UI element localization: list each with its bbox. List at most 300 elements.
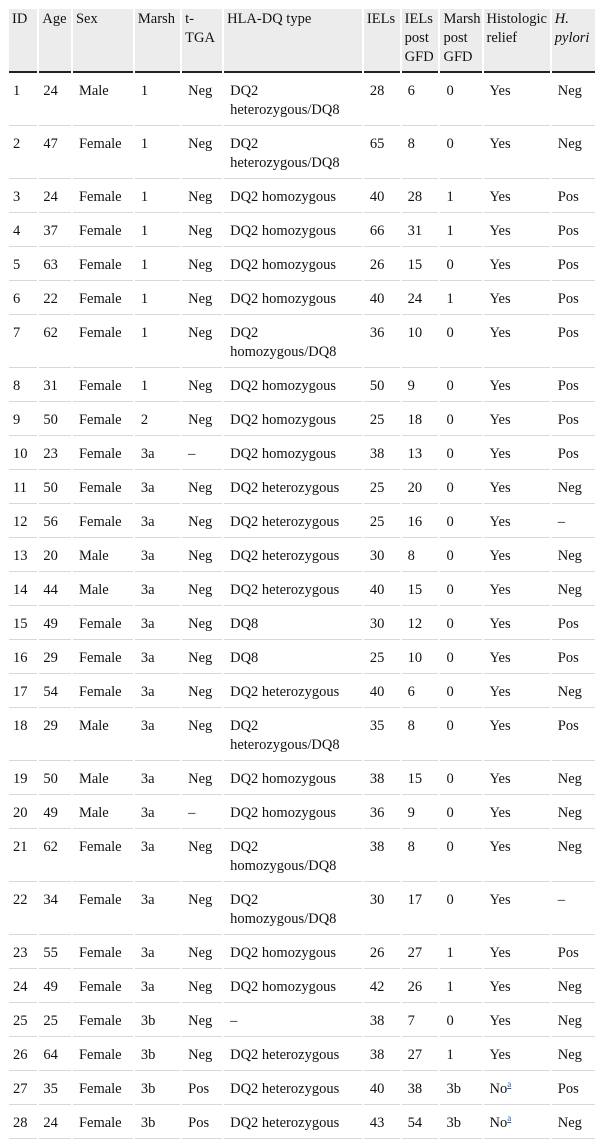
cell-marsh-post-gfd: [440, 574, 481, 606]
cell-age-text: 24: [43, 189, 58, 205]
cell-age-text: 54: [43, 684, 58, 700]
cell-hla-dq-type: [224, 472, 362, 504]
cell-histologic-relief-text: Yes: [489, 412, 511, 428]
cell-hla-dq-type-text: DQ2 homozygous: [230, 805, 337, 821]
cell-marsh: [135, 438, 180, 470]
cell-id: [9, 181, 37, 213]
cell-marsh: [135, 763, 180, 795]
cell-histologic-relief-text: Yes: [489, 582, 511, 598]
cell-id: [9, 215, 37, 247]
cell-hla-dq-type-text: DQ2 homozygous/DQ8: [230, 892, 337, 927]
table-header: [9, 9, 595, 73]
cell-marsh-post-gfd: [440, 75, 481, 126]
cell-ttga-text: Neg: [188, 548, 213, 564]
cell-h-pylori: [552, 884, 595, 935]
cell-iels-post-gfd: [402, 215, 439, 247]
cell-hla-dq-type-text: DQ2 homozygous: [230, 979, 337, 995]
table-body: [9, 75, 595, 1139]
cell-sex: [73, 831, 133, 882]
cell-iels: [364, 128, 400, 179]
cell-iels-post-gfd: [402, 676, 439, 708]
cell-hla-dq-type: [224, 971, 362, 1003]
cell-iels-post-gfd-text: 27: [407, 945, 423, 961]
cell-iels-text: 66: [369, 223, 385, 239]
cell-ttga: [182, 710, 222, 761]
cell-h-pylori-text: Pos: [557, 378, 579, 394]
cell-id: [9, 472, 37, 504]
cell-id-text: 15: [13, 616, 28, 632]
cell-iels-text: 25: [369, 480, 385, 496]
cell-histologic-relief: [484, 404, 550, 436]
cell-histologic-relief-text: Yes: [489, 83, 511, 99]
cell-iels-post-gfd-text: 27: [407, 1047, 423, 1063]
cell-sex-text: Female: [78, 945, 122, 961]
cell-marsh-text: 3a: [140, 945, 155, 961]
table-row: [9, 797, 595, 829]
cell-id: [9, 608, 37, 640]
cell-marsh-post-gfd: [440, 215, 481, 247]
cell-hla-dq-type-text: DQ2 heterozygous/DQ8: [230, 718, 340, 753]
cell-hla-dq-type-text: DQ2 homozygous: [230, 257, 337, 273]
cell-histologic-relief: [484, 317, 550, 368]
cell-iels-post-gfd-text: 9: [407, 378, 415, 394]
cell-iels-post-gfd-text: 6: [407, 83, 415, 99]
cell-marsh-text: 3a: [140, 650, 155, 666]
cell-sex: [73, 283, 133, 315]
cell-ttga-text: Neg: [188, 684, 213, 700]
cell-age: [39, 884, 71, 935]
cell-iels: [364, 608, 400, 640]
cell-histologic-relief-text: Yes: [489, 1013, 511, 1029]
footnote-marker: [507, 1113, 511, 1123]
cell-sex-text: Female: [78, 1115, 122, 1131]
cell-histologic-relief: [484, 574, 550, 606]
cell-histologic-relief-text: Yes: [489, 771, 511, 787]
cell-iels: [364, 710, 400, 761]
cell-age-text: 63: [43, 257, 58, 273]
table-row: [9, 676, 595, 708]
cell-hla-dq-type-text: DQ2 homozygous: [230, 446, 337, 462]
cell-iels-post-gfd: [402, 75, 439, 126]
cell-marsh-post-gfd: [440, 317, 481, 368]
cell-iels-text: 38: [369, 1047, 385, 1063]
header-iels-post-gfd: IELs post GFD: [402, 9, 439, 73]
cell-h-pylori: [552, 831, 595, 882]
cell-iels: [364, 540, 400, 572]
cell-ttga-text: Neg: [188, 582, 213, 598]
cell-age-text: 37: [43, 223, 58, 239]
cell-histologic-relief: [484, 75, 550, 126]
cell-iels-post-gfd-text: 12: [407, 616, 423, 632]
cell-histologic-relief-text: Yes: [489, 257, 511, 273]
cell-marsh-text: 3a: [140, 582, 155, 598]
cell-histologic-relief-text: Yes: [489, 979, 511, 995]
cell-iels-post-gfd: [402, 574, 439, 606]
cell-histologic-relief-text: No: [489, 1115, 508, 1131]
cell-marsh-text: 3a: [140, 480, 155, 496]
cell-iels: [364, 937, 400, 969]
cell-marsh: [135, 971, 180, 1003]
cell-iels-text: 40: [369, 291, 385, 307]
cell-marsh: [135, 884, 180, 935]
cell-marsh-post-gfd-text: 1: [446, 223, 454, 239]
cell-iels-post-gfd: [402, 438, 439, 470]
footnote-link[interactable]: a: [507, 1113, 512, 1124]
cell-age: [39, 763, 71, 795]
cell-marsh-text: 3a: [140, 616, 155, 632]
table-row: [9, 215, 595, 247]
cell-ttga-text: Neg: [188, 1047, 213, 1063]
cell-age-text: 50: [43, 412, 58, 428]
cell-hla-dq-type: [224, 215, 362, 247]
cell-age-text: 31: [43, 378, 58, 394]
cell-marsh-text: 3a: [140, 892, 155, 908]
cell-sex: [73, 540, 133, 572]
cell-sex: [73, 608, 133, 640]
cell-iels: [364, 317, 400, 368]
cell-marsh-text: 1: [140, 325, 149, 341]
cell-age: [39, 642, 71, 674]
cell-id-text: 2: [13, 136, 21, 152]
cell-id-text: 19: [13, 771, 28, 787]
cell-iels-text: 30: [369, 892, 385, 908]
cell-histologic-relief: [484, 506, 550, 538]
cell-age-text: 62: [43, 839, 58, 855]
cell-histologic-relief-text: Yes: [489, 1047, 511, 1063]
cell-marsh-text: 3a: [140, 684, 155, 700]
cell-sex: [73, 249, 133, 281]
cell-id-text: 24: [13, 979, 28, 995]
cell-sex-text: Female: [78, 839, 122, 855]
cell-iels-post-gfd: [402, 370, 439, 402]
cell-marsh-post-gfd-text: 0: [446, 892, 454, 908]
cell-ttga: [182, 797, 222, 829]
cell-marsh-post-gfd-text: 1: [446, 291, 454, 307]
cell-ttga-text: Neg: [188, 378, 213, 394]
cell-marsh-text: 3a: [140, 548, 155, 564]
cell-marsh-post-gfd: [440, 438, 481, 470]
header-row: [9, 9, 595, 73]
cell-sex: [73, 710, 133, 761]
cell-iels: [364, 249, 400, 281]
cell-histologic-relief-text: Yes: [489, 684, 511, 700]
cell-id: [9, 75, 37, 126]
cell-iels-post-gfd: [402, 1039, 439, 1071]
cell-iels-text: 26: [369, 257, 385, 273]
cell-sex-text: Female: [78, 325, 122, 341]
cell-hla-dq-type: [224, 763, 362, 795]
cell-iels-post-gfd-text: 17: [407, 892, 423, 908]
cell-marsh-post-gfd-text: 3b: [446, 1115, 461, 1131]
cell-iels: [364, 283, 400, 315]
cell-hla-dq-type-text: –: [230, 1013, 238, 1029]
cell-marsh-post-gfd: [440, 1039, 481, 1071]
cell-sex-text: Female: [78, 616, 122, 632]
cell-id-text: 16: [13, 650, 28, 666]
cell-histologic-relief: [484, 884, 550, 935]
cell-histologic-relief: [484, 1039, 550, 1071]
cell-h-pylori-text: Pos: [557, 616, 579, 632]
cell-id: [9, 937, 37, 969]
cell-iels-text: 38: [369, 771, 385, 787]
cell-id-text: 10: [13, 446, 28, 462]
cell-sex-text: Male: [78, 771, 109, 787]
cell-histologic-relief: [484, 763, 550, 795]
cell-h-pylori: [552, 438, 595, 470]
cell-marsh-text: 3a: [140, 718, 155, 734]
cell-ttga: [182, 181, 222, 213]
cell-ttga: [182, 540, 222, 572]
cell-iels-post-gfd-text: 24: [407, 291, 423, 307]
cell-h-pylori: [552, 128, 595, 179]
cell-marsh-post-gfd: [440, 1107, 481, 1139]
cell-id: [9, 506, 37, 538]
cell-sex: [73, 763, 133, 795]
cell-id: [9, 128, 37, 179]
table-row: [9, 506, 595, 538]
cell-marsh-post-gfd: [440, 128, 481, 179]
cell-age: [39, 1039, 71, 1071]
cell-id: [9, 1107, 37, 1139]
cell-marsh-post-gfd: [440, 472, 481, 504]
cell-marsh-post-gfd-text: 1: [446, 945, 454, 961]
cell-marsh-text: 1: [140, 136, 149, 152]
cell-histologic-relief-text: Yes: [489, 223, 511, 239]
cell-h-pylori-text: Neg: [557, 771, 582, 787]
cell-hla-dq-type: [224, 608, 362, 640]
table-row: [9, 763, 595, 795]
cell-ttga-text: Neg: [188, 223, 213, 239]
cell-marsh-post-gfd-text: 0: [446, 616, 454, 632]
cell-id: [9, 884, 37, 935]
cell-iels-post-gfd: [402, 763, 439, 795]
cell-id: [9, 404, 37, 436]
cell-ttga-text: Neg: [188, 514, 213, 530]
cell-sex-text: Male: [78, 718, 109, 734]
cell-marsh: [135, 215, 180, 247]
cell-histologic-relief: [484, 370, 550, 402]
cell-ttga: [182, 128, 222, 179]
cell-id-text: 20: [13, 805, 28, 821]
cell-sex-text: Female: [78, 412, 122, 428]
cell-marsh-text: 3b: [140, 1013, 156, 1029]
cell-iels: [364, 472, 400, 504]
cell-id: [9, 574, 37, 606]
cell-sex-text: Female: [78, 684, 122, 700]
cell-histologic-relief-text: Yes: [489, 514, 511, 530]
cell-iels-text: 25: [369, 514, 385, 530]
cell-hla-dq-type: [224, 1107, 362, 1139]
cell-iels-post-gfd-text: 31: [407, 223, 423, 239]
table-row: [9, 574, 595, 606]
cell-marsh-post-gfd-text: 0: [446, 548, 454, 564]
cell-iels-post-gfd: [402, 642, 439, 674]
cell-iels-post-gfd: [402, 506, 439, 538]
cell-ttga-text: Neg: [188, 189, 213, 205]
cell-hla-dq-type: [224, 642, 362, 674]
cell-iels: [364, 1073, 400, 1105]
cell-marsh: [135, 370, 180, 402]
cell-iels-post-gfd: [402, 472, 439, 504]
cell-iels-post-gfd: [402, 283, 439, 315]
cell-ttga-text: Neg: [188, 892, 213, 908]
cell-marsh-post-gfd: [440, 710, 481, 761]
cell-marsh-post-gfd-text: 0: [446, 839, 454, 855]
cell-marsh-post-gfd: [440, 608, 481, 640]
cell-ttga: [182, 971, 222, 1003]
cell-age: [39, 608, 71, 640]
cell-histologic-relief: [484, 710, 550, 761]
cell-hla-dq-type-text: DQ2 homozygous: [230, 378, 337, 394]
cell-age: [39, 438, 71, 470]
cell-iels-post-gfd-text: 6: [407, 684, 415, 700]
cell-sex-text: Male: [78, 548, 109, 564]
cell-hla-dq-type: [224, 574, 362, 606]
cell-marsh: [135, 608, 180, 640]
cell-h-pylori-text: –: [557, 892, 566, 908]
cell-age: [39, 128, 71, 179]
cell-histologic-relief: [484, 971, 550, 1003]
cell-iels-post-gfd: [402, 710, 439, 761]
table-row: [9, 540, 595, 572]
cell-h-pylori: [552, 540, 595, 572]
cell-iels: [364, 1107, 400, 1139]
cell-id-text: 23: [13, 945, 28, 961]
cell-sex-text: Female: [78, 650, 122, 666]
cell-ttga-text: Neg: [188, 979, 213, 995]
cell-id: [9, 249, 37, 281]
cell-h-pylori-text: Neg: [557, 1013, 582, 1029]
cell-iels: [364, 506, 400, 538]
cell-id-text: 17: [13, 684, 28, 700]
cell-iels-text: 28: [369, 83, 385, 99]
header-sex: Sex: [73, 9, 133, 73]
cell-iels-post-gfd-text: 28: [407, 189, 423, 205]
cell-iels-post-gfd: [402, 181, 439, 213]
cell-h-pylori-text: Neg: [557, 979, 582, 995]
cell-marsh-post-gfd: [440, 797, 481, 829]
cell-iels: [364, 763, 400, 795]
cell-h-pylori-text: Neg: [557, 839, 582, 855]
cell-id: [9, 438, 37, 470]
cell-age: [39, 797, 71, 829]
table-row: [9, 249, 595, 281]
cell-sex-text: Female: [78, 257, 122, 273]
cell-ttga-text: Pos: [188, 1115, 210, 1131]
cell-histologic-relief: [484, 283, 550, 315]
cell-marsh-post-gfd-text: 0: [446, 136, 454, 152]
cell-iels: [364, 215, 400, 247]
cell-sex-text: Female: [78, 1047, 122, 1063]
cell-age-text: 49: [43, 805, 58, 821]
cell-hla-dq-type-text: DQ2 heterozygous: [230, 1115, 340, 1131]
cell-id-text: 27: [13, 1081, 28, 1097]
cell-ttga: [182, 506, 222, 538]
cell-ttga: [182, 763, 222, 795]
cell-hla-dq-type-text: DQ8: [230, 616, 259, 632]
table-row: [9, 971, 595, 1003]
cell-h-pylori: [552, 75, 595, 126]
cell-marsh-post-gfd: [440, 506, 481, 538]
cell-marsh-post-gfd: [440, 676, 481, 708]
cell-hla-dq-type: [224, 884, 362, 935]
cell-marsh: [135, 1005, 180, 1037]
cell-marsh: [135, 676, 180, 708]
cell-h-pylori-text: –: [557, 514, 566, 530]
cell-age: [39, 215, 71, 247]
cell-marsh-post-gfd-text: 0: [446, 684, 454, 700]
cell-iels-post-gfd-text: 18: [407, 412, 423, 428]
cell-marsh-text: 3a: [140, 805, 155, 821]
cell-histologic-relief: [484, 608, 550, 640]
cell-hla-dq-type: [224, 797, 362, 829]
cell-marsh-post-gfd-text: 0: [446, 446, 454, 462]
cell-ttga: [182, 574, 222, 606]
cell-iels: [364, 797, 400, 829]
cell-hla-dq-type: [224, 831, 362, 882]
cell-iels-post-gfd-text: 54: [407, 1115, 423, 1131]
cell-marsh-post-gfd-text: 0: [446, 325, 454, 341]
cell-marsh-text: 3b: [140, 1081, 156, 1097]
cell-marsh: [135, 574, 180, 606]
cell-sex: [73, 937, 133, 969]
cell-marsh: [135, 1039, 180, 1071]
cell-ttga: [182, 1073, 222, 1105]
cell-marsh-post-gfd: [440, 370, 481, 402]
cell-hla-dq-type-text: DQ2 homozygous/DQ8: [230, 325, 337, 360]
cell-marsh-post-gfd: [440, 763, 481, 795]
cell-iels-text: 50: [369, 378, 385, 394]
cell-h-pylori-text: Neg: [557, 1047, 582, 1063]
cell-h-pylori: [552, 404, 595, 436]
cell-h-pylori-text: Neg: [557, 582, 582, 598]
cell-h-pylori-text: Pos: [557, 325, 579, 341]
cell-h-pylori: [552, 1073, 595, 1105]
cell-hla-dq-type-text: DQ2 heterozygous: [230, 684, 340, 700]
cell-ttga: [182, 404, 222, 436]
cell-histologic-relief: [484, 676, 550, 708]
cell-age: [39, 710, 71, 761]
cell-marsh-post-gfd: [440, 283, 481, 315]
cell-age: [39, 249, 71, 281]
cell-ttga: [182, 438, 222, 470]
cell-age-text: 44: [43, 582, 58, 598]
cell-marsh-post-gfd: [440, 1005, 481, 1037]
cell-sex-text: Female: [78, 480, 122, 496]
table-row: [9, 831, 595, 882]
cell-h-pylori: [552, 1005, 595, 1037]
cell-iels-post-gfd-text: 8: [407, 136, 415, 152]
cell-sex: [73, 797, 133, 829]
cell-sex: [73, 181, 133, 213]
cell-age: [39, 506, 71, 538]
cell-iels-post-gfd: [402, 1005, 439, 1037]
cell-iels-post-gfd: [402, 128, 439, 179]
table-row: [9, 884, 595, 935]
cell-marsh-post-gfd-text: 0: [446, 480, 454, 496]
cell-h-pylori-text: Pos: [557, 945, 579, 961]
cell-hla-dq-type-text: DQ2 heterozygous: [230, 1081, 340, 1097]
cell-marsh-post-gfd-text: 3b: [446, 1081, 461, 1097]
cell-marsh-text: 2: [140, 412, 149, 428]
cell-id-text: 9: [13, 412, 21, 428]
cell-sex-text: Female: [78, 223, 122, 239]
cell-sex-text: Female: [78, 136, 122, 152]
cell-age: [39, 1073, 71, 1105]
cell-marsh-post-gfd-text: 0: [446, 771, 454, 787]
footnote-link[interactable]: a: [507, 1079, 512, 1090]
cell-hla-dq-type: [224, 249, 362, 281]
